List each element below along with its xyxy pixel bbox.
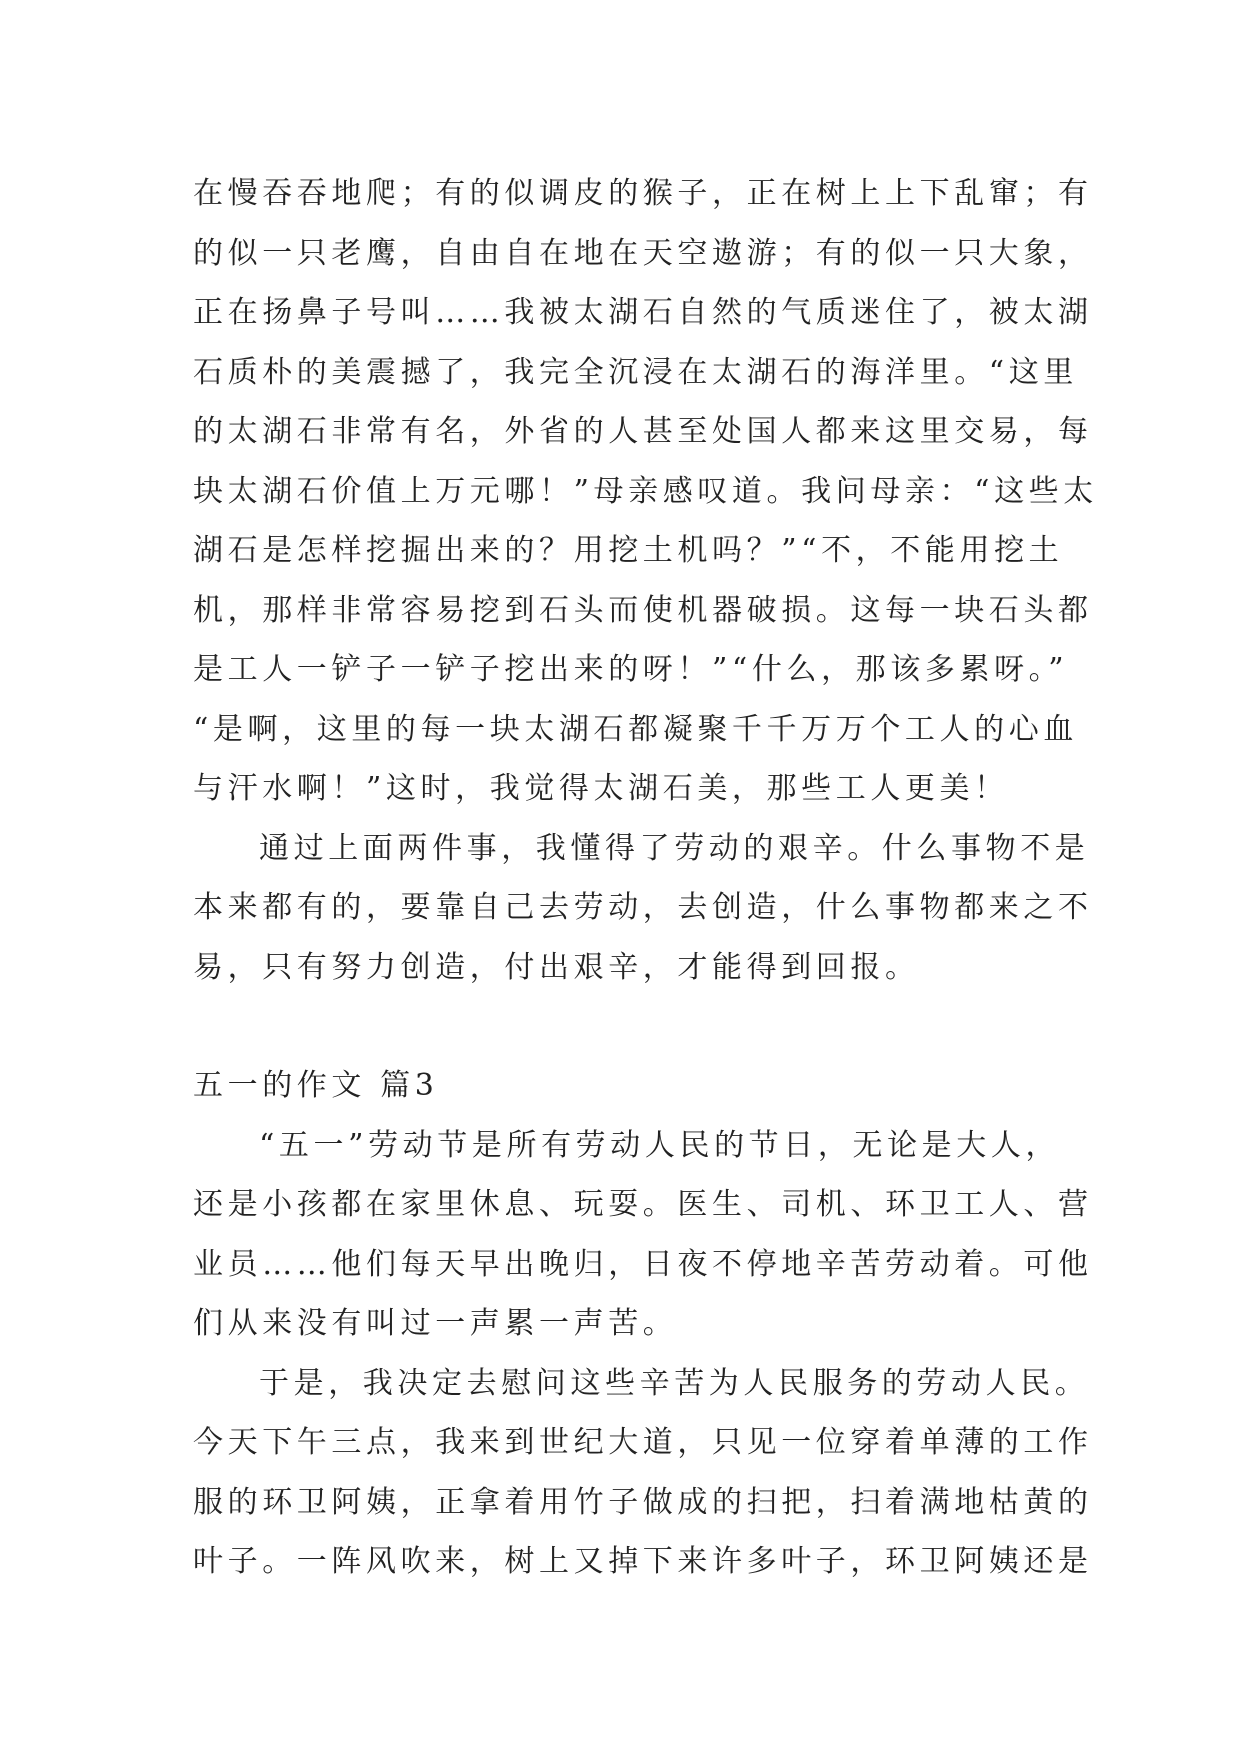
text-line: 与汗水啊！”这时，我觉得太湖石美，那些工人更美！ <box>193 771 1009 806</box>
text-line: 通过上面两件事，我懂得了劳动的艰辛。什么事物不是 <box>259 830 1090 866</box>
text-line: 是工人一铲子一铲子挖出来的呀！”“什么，那该多累呀。” <box>193 652 1069 687</box>
paragraph-may-day-intro <box>193 1116 1093 1354</box>
paragraph-visit-workers <box>193 1354 1093 1592</box>
text-line: 块太湖石价值上万元哪！”母亲感叹道。我问母亲：“这些太 <box>193 473 1098 509</box>
text-line: 湖石是怎样挖掘出来的？用挖土机吗？”“不，不能用挖土 <box>193 533 1064 568</box>
text-line: “五一”劳动节是所有劳动人民的节日，无论是大人， <box>259 1127 1061 1163</box>
text-line: 于是，我决定去慰问这些辛苦为人民服务的劳动人民。 <box>259 1365 1090 1401</box>
text-line: 们从来没有叫过一声累一声苦。 <box>193 1306 678 1341</box>
text-line: 易，只有努力创造，付出艰辛，才能得到回报。 <box>193 949 920 985</box>
text-line: 石质朴的美震撼了，我完全沉浸在太湖石的海洋里。“这里 <box>193 354 1078 390</box>
document-body <box>193 164 1098 1592</box>
section-heading: 五一的作文 篇3 <box>193 1068 439 1103</box>
text-line: 业员……他们每天早出晚归，日夜不停地辛苦劳动着。可他 <box>193 1246 1093 1282</box>
text-line: 的似一只老鹰，自由自在地在天空遨游；有的似一只大象， <box>193 235 1093 271</box>
text-line: 正在扬鼻子号叫……我被太湖石自然的气质迷住了，被太湖 <box>193 295 1093 330</box>
text-line: 本来都有的，要靠自己去劳动，去创造，什么事物都来之不 <box>193 890 1093 925</box>
text-line: 服的环卫阿姨，正拿着用竹子做成的扫把，扫着满地枯黄的 <box>193 1484 1093 1520</box>
text-line: “是啊，这里的每一块太湖石都凝聚千千万万个工人的心血 <box>193 711 1078 747</box>
text-line: 今天下午三点，我来到世纪大道，只见一位穿着单薄的工作 <box>193 1425 1093 1460</box>
text-line: 在慢吞吞地爬；有的似调皮的猴子，正在树上上下乱窜；有 <box>193 176 1093 211</box>
paragraph-taihu-stones <box>193 164 1098 819</box>
text-line: 的太湖石非常有名，外省的人甚至处国人都来这里交易，每 <box>193 414 1093 449</box>
text-line: 还是小孩都在家里休息、玩耍。医生、司机、环卫工人、营 <box>193 1187 1093 1222</box>
text-line: 机，那样非常容易挖到石头而使机器破损。这每一块石头都 <box>193 592 1093 628</box>
paragraph-conclusion <box>193 819 1093 998</box>
text-line: 叶子。一阵风吹来，树上又掉下来许多叶子，环卫阿姨还是 <box>193 1544 1093 1579</box>
